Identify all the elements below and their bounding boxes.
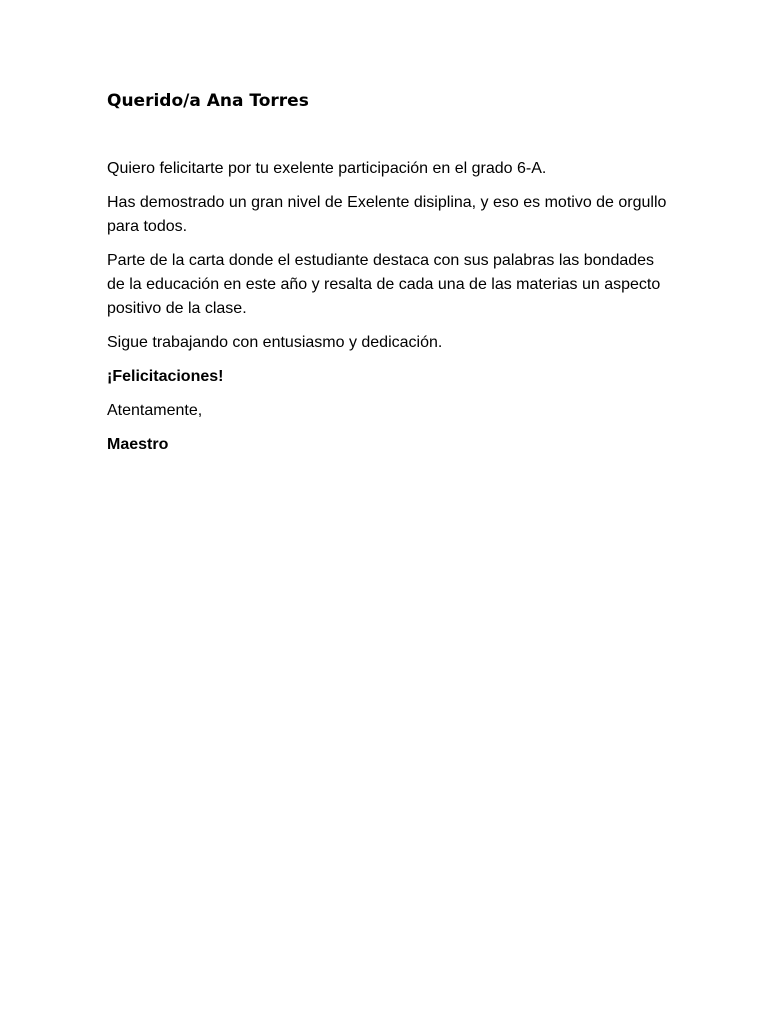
paragraph-encouragement: Sigue trabajando con entusiasmo y dedicación. — [107, 334, 443, 351]
letter-greeting: Querido/a Ana Torres — [107, 91, 309, 111]
paragraph-participation: Quiero felicitarte por tu exelente participación en el grado 6-A. — [107, 160, 547, 177]
congratulations-line: ¡Felicitaciones! — [107, 368, 224, 385]
closing-line: Atentamente, — [107, 402, 203, 419]
paragraph-discipline: Has demostrado un gran nivel de Exelente disiplina, y eso es motivo de orgullo para todos. — [107, 194, 667, 235]
paragraph-education: Parte de la carta donde el estudiante destaca con sus palabras las bondades de la educación en este año y resalta de cada una de las materias un aspecto positivo de la clase. — [107, 252, 661, 317]
letter-body — [107, 89, 667, 467]
signature-line: Maestro — [107, 436, 169, 453]
